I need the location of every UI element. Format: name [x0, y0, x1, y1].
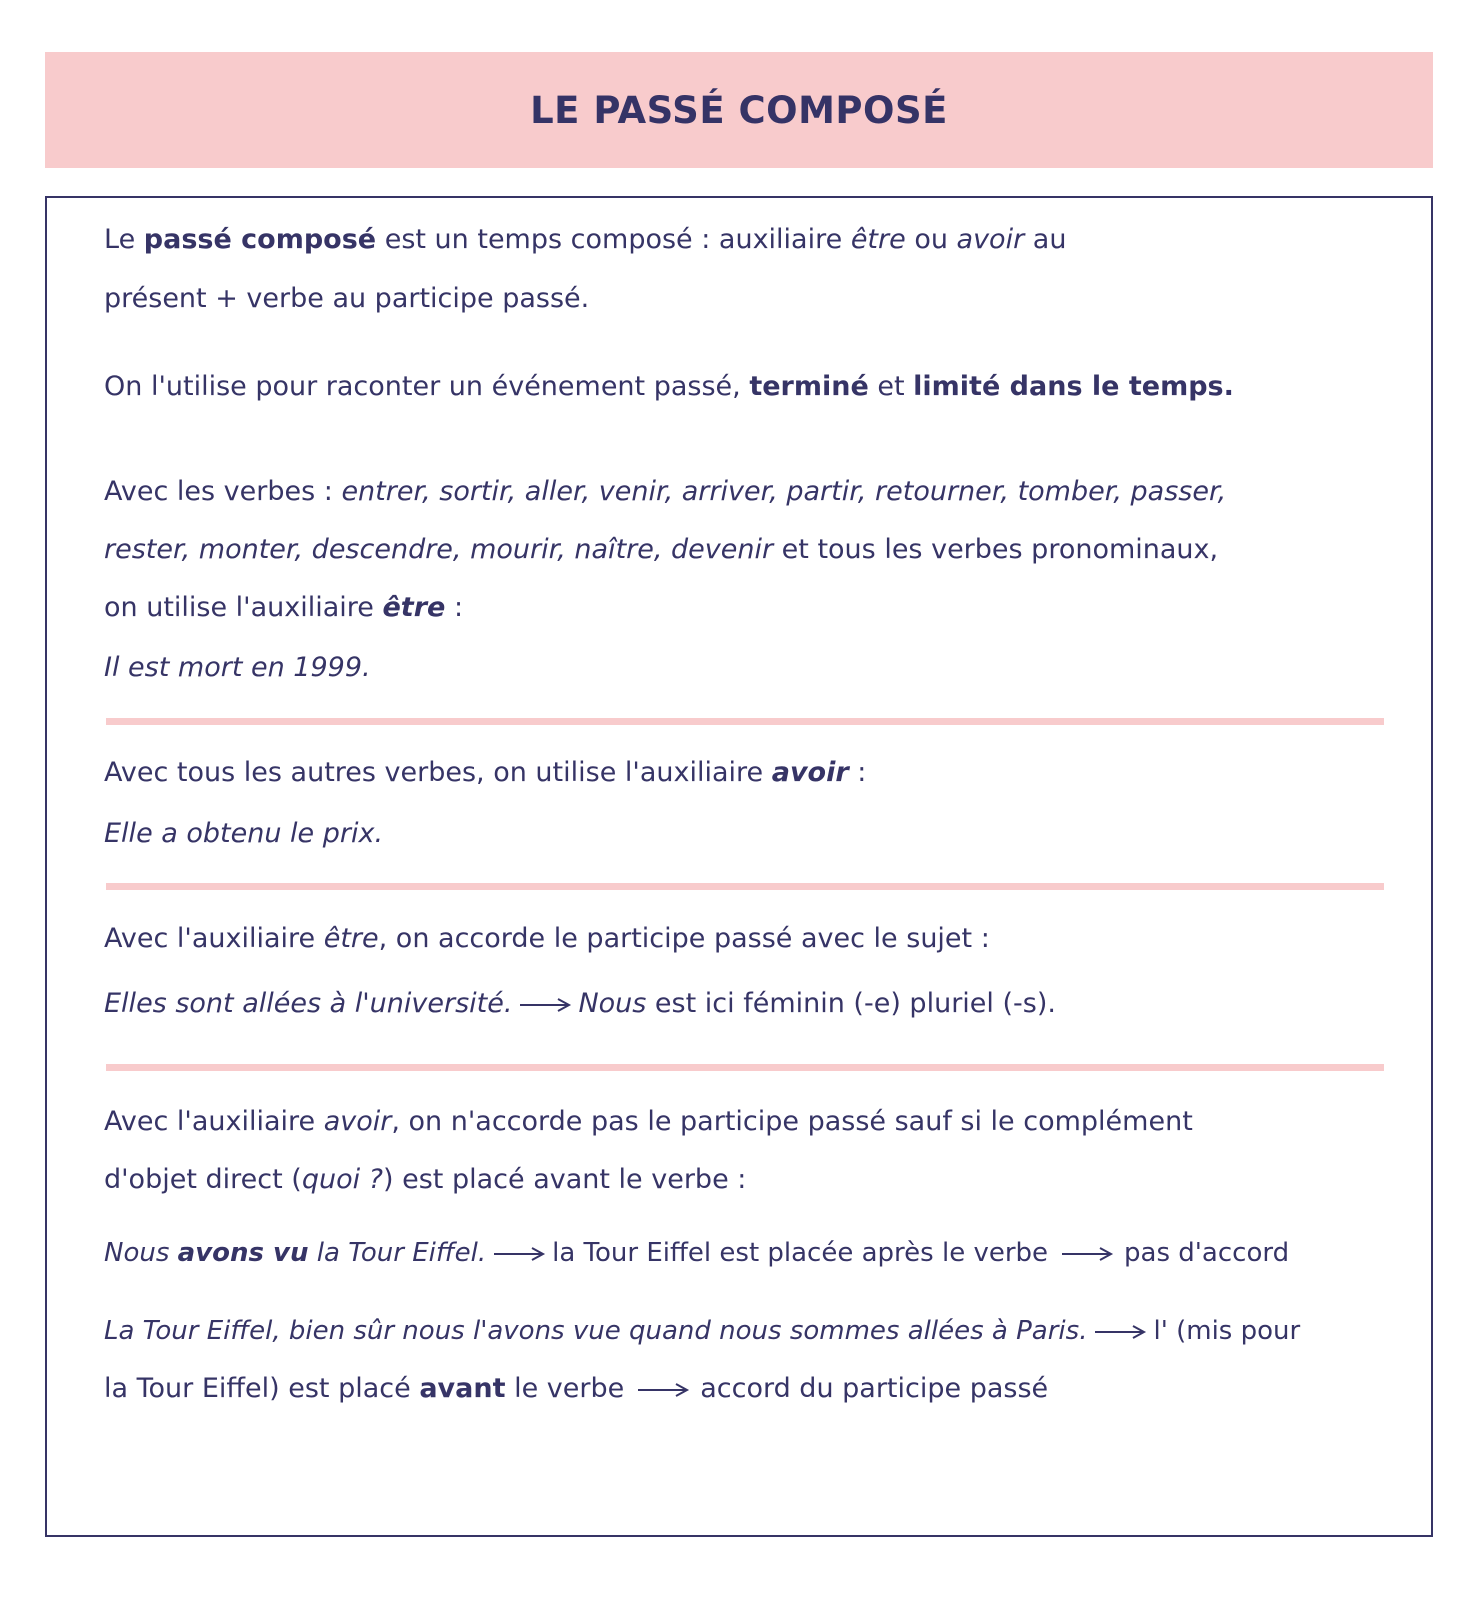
example-text: la Tour Eiffel. [308, 1238, 487, 1268]
etre-rule-example [104, 652, 371, 684]
text: Avec les verbes : [104, 476, 342, 507]
text-bold: avant [419, 1373, 506, 1404]
arrow-right-icon [1060, 1246, 1114, 1262]
text-italic: avoir [956, 224, 1025, 255]
text: et [868, 371, 914, 402]
text-italic: quoi ? [301, 1164, 383, 1195]
arrow-right-icon [492, 1246, 546, 1262]
text: le verbe [505, 1373, 625, 1404]
text-bold-italic: avoir [771, 757, 849, 788]
text: , on accorde le participe passé avec le sujet : [378, 923, 990, 954]
text: est ici féminin (-e) pluriel (-s). [646, 988, 1056, 1019]
example-text: La Tour Eiffel, bien sûr nous l'avons vue quand nous sommes allées à Paris. [104, 1316, 1088, 1346]
text-bold: limité dans le temps. [913, 371, 1234, 402]
example-text: Elle a obtenu le prix. [104, 818, 384, 849]
etre-rule-line-3 [104, 592, 463, 624]
text: la Tour Eiffel est placée après le verbe [552, 1238, 1049, 1268]
text: on utilise l'auxiliaire [104, 592, 383, 623]
text: On l'utilise pour raconter un événement passé, [104, 371, 750, 402]
arrow-right-icon [518, 997, 572, 1013]
intro-line-2: présent + verbe au participe passé. [104, 283, 590, 314]
text: Avec l'auxiliaire [104, 1106, 324, 1137]
text: est un temps composé : auxiliaire [376, 224, 851, 255]
text: au [1024, 224, 1067, 255]
etre-rule-line-2 [104, 534, 1218, 566]
text-italic: Nous [578, 988, 647, 1019]
page-title: LE PASSÉ COMPOSÉ [530, 88, 948, 132]
text: la Tour Eiffel) est placé [104, 1373, 420, 1404]
text-italic: avoir [323, 1106, 392, 1137]
etre-rule-line-1 [104, 476, 1226, 508]
text: Avec tous les autres verbes, on utilise l'auxiliaire [104, 757, 772, 788]
avoir-agreement-example-2 [104, 1315, 1300, 1347]
avoir-agreement-line-2 [104, 1164, 746, 1196]
text: ) est placé avant le verbe : [383, 1164, 747, 1195]
text: accord du participe passé [700, 1373, 1049, 1404]
text-italic: être [850, 224, 906, 255]
example-text: Elles sont allées à l'université. [104, 988, 513, 1019]
text: ou [905, 224, 957, 255]
intro-line-1 [104, 224, 1066, 256]
verb-list: rester, monter, descendre, mourir, naître, devenir [104, 534, 774, 565]
section-divider [106, 883, 1384, 890]
arrow-right-icon [1093, 1324, 1147, 1340]
text: : [848, 757, 867, 788]
usage-line [104, 371, 1234, 403]
text: : [445, 592, 464, 623]
etre-agreement-line [104, 923, 990, 955]
section-divider [106, 718, 1384, 725]
avoir-agreement-example-2-line-2 [104, 1373, 1048, 1405]
avoir-rule-example [104, 818, 383, 850]
text: et tous les verbes pronominaux, [773, 534, 1219, 565]
text-bold: passé composé [143, 224, 377, 255]
text-bold: terminé [749, 371, 869, 402]
arrow-right-icon [636, 1382, 690, 1398]
example-text: Nous [104, 1238, 178, 1268]
text-bold-italic: être [382, 592, 446, 623]
text: Avec l'auxiliaire [104, 923, 324, 954]
text: pas d'accord [1124, 1238, 1290, 1268]
text: d'objet direct ( [104, 1164, 302, 1195]
section-divider [106, 1064, 1384, 1071]
avoir-agreement-example-1 [104, 1237, 1289, 1269]
text-italic: être [323, 923, 379, 954]
title-banner [45, 52, 1433, 168]
verb-list: entrer, sortir, aller, venir, arriver, partir, retourner, tomber, passer, [341, 476, 1227, 507]
text: l' (mis pour [1153, 1316, 1301, 1346]
text: , on n'accorde pas le participe passé sauf si le complément [391, 1106, 1193, 1137]
example-text-bold: avons vu [177, 1238, 309, 1268]
avoir-agreement-line-1 [104, 1106, 1193, 1138]
avoir-rule-line [104, 757, 866, 789]
text: Le [104, 224, 144, 255]
example-text: Il est mort en 1999. [104, 652, 371, 683]
etre-agreement-example [104, 988, 1056, 1020]
